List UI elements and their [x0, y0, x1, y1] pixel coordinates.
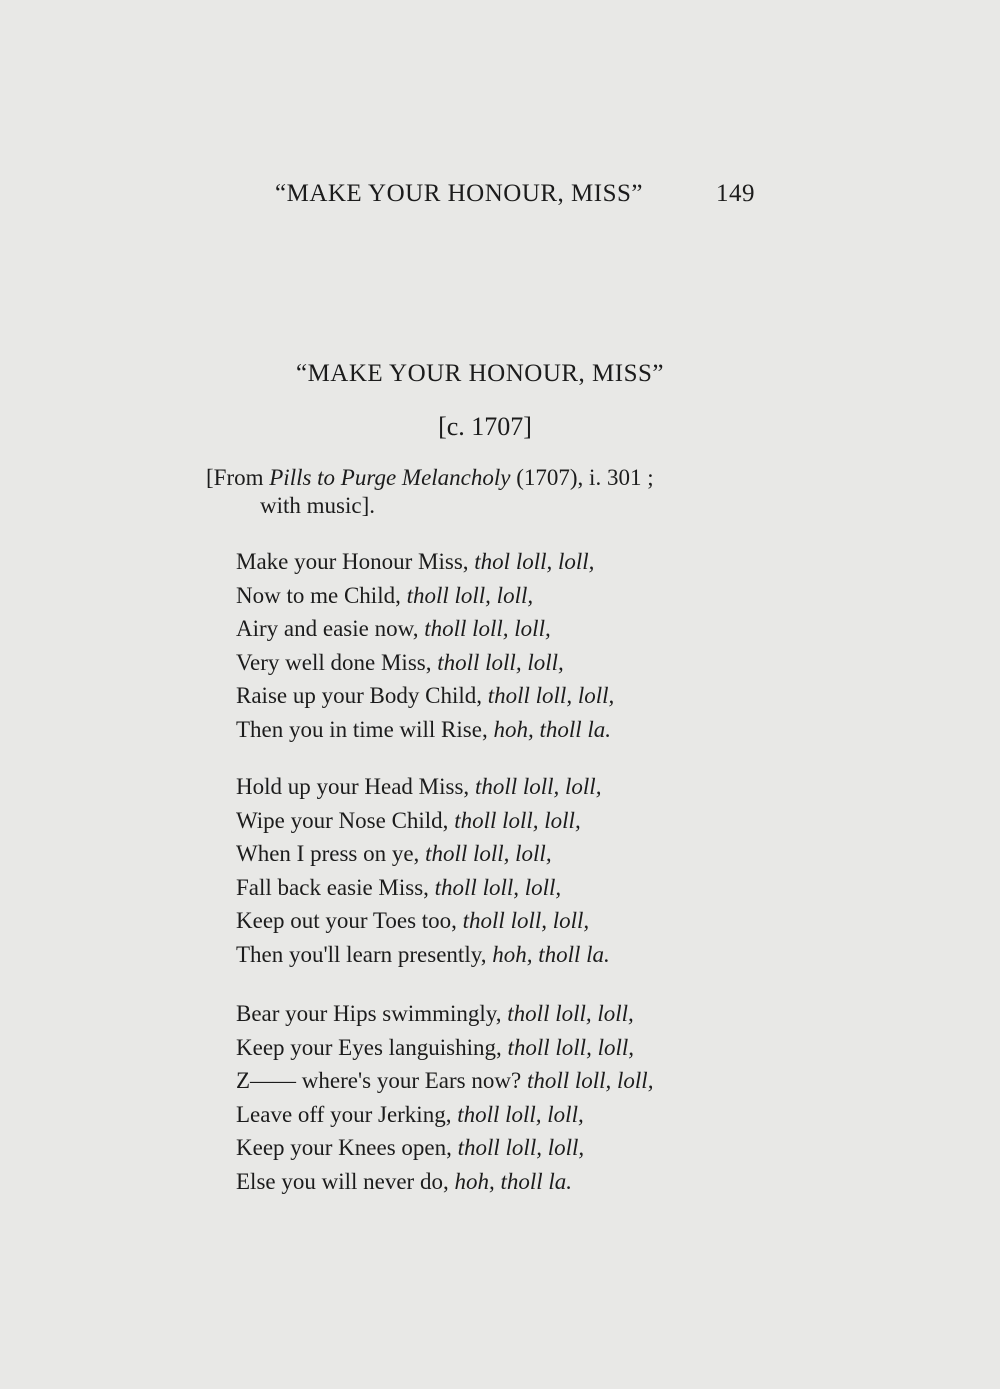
verse-refrain: tholl loll, loll, — [425, 841, 552, 867]
verse-refrain: tholl loll, loll, — [507, 1001, 634, 1026]
verse-line — [236, 804, 796, 838]
verse-text: Now to me Child, — [236, 582, 407, 608]
verse-refrain: tholl loll, loll, — [474, 774, 602, 799]
verse-text: Raise up your Body Child, — [236, 683, 488, 709]
page-number: 149 — [716, 180, 755, 207]
verse-text: Bear your Hips swimmingly, — [236, 1001, 508, 1026]
verse-refrain: hoh, tholl la. — [454, 1168, 573, 1194]
verse-refrain: tholl loll, loll, — [457, 1101, 584, 1127]
verse-line — [236, 938, 796, 972]
verse-refrain: tholl loll, loll, — [526, 1068, 654, 1094]
verse-refrain: hoh, tholl la. — [493, 716, 612, 742]
verse-line — [236, 1098, 796, 1132]
verse-line — [236, 997, 796, 1031]
verse-text: Then you'll learn presently, — [236, 941, 493, 967]
verse-text: When I press on ye, — [236, 841, 426, 867]
source-prefix: [From — [206, 465, 270, 490]
verse-line — [236, 579, 796, 613]
verse-text: Hold up your Head Miss, — [236, 774, 475, 799]
verse-text: Else you will never do, — [236, 1168, 455, 1194]
verse-text: Wipe your Nose Child, — [236, 807, 455, 833]
stanza-1 — [236, 545, 796, 747]
verse-refrain: tholl loll, loll, — [462, 908, 590, 934]
poem-title-text: “MAKE YOUR HONOUR, MISS” — [295, 360, 665, 387]
verse-line — [236, 1031, 796, 1065]
verse-text: Fall back easie Miss, — [236, 874, 435, 900]
verse-refrain: tholl loll, loll, — [454, 807, 581, 833]
verse-text: Keep your Eyes languishing, — [236, 1034, 508, 1060]
verse-refrain: tholl loll, loll, — [457, 1135, 585, 1161]
running-head-title: “MAKE YOUR HONOUR, MISS” — [275, 180, 644, 207]
verse-text: Keep your Knees open, — [236, 1135, 458, 1161]
verse-line — [236, 837, 796, 871]
poem-title — [0, 360, 1000, 388]
verse-text: Make your Honour Miss, — [236, 549, 475, 574]
verse-line — [236, 646, 796, 680]
verse-line — [236, 612, 796, 646]
verse-line — [236, 545, 796, 579]
verse-line — [236, 1165, 796, 1199]
verse-refrain: tholl loll, loll, — [437, 649, 564, 675]
verse-refrain: hoh, tholl la. — [492, 941, 610, 967]
verse-text: Keep out your Toes too, — [236, 908, 463, 934]
verse-line — [236, 1131, 796, 1165]
verse-text: Leave off your Jerking, — [236, 1101, 458, 1127]
source-note-line-2: with music]. — [260, 493, 375, 518]
poem-date-text: [c. 1707] — [438, 412, 532, 441]
source-note-line-1 — [206, 464, 766, 492]
verse-refrain: tholl loll, loll, — [507, 1034, 634, 1060]
source-note — [206, 464, 766, 520]
verse-text: Then you in time will Rise, — [236, 716, 494, 742]
verse-line — [236, 679, 796, 713]
verse-line — [236, 713, 796, 747]
stanza-3 — [236, 997, 796, 1199]
source-work-title: Pills to Purge Melancholy — [269, 465, 511, 490]
verse-text: Very well done Miss, — [236, 649, 438, 675]
verse-refrain: tholl loll, loll, — [406, 582, 534, 608]
verse-text: Airy and easie now, — [236, 616, 425, 642]
verse-line — [236, 1064, 796, 1098]
poem-date — [0, 412, 1000, 442]
stanza-2 — [236, 770, 796, 972]
verse-refrain: thol loll, loll, — [474, 549, 595, 574]
verse-line — [236, 871, 796, 905]
source-suffix: (1707), i. 301 ; — [510, 465, 654, 490]
verse-text: Z—— where's your Ears now? — [236, 1068, 527, 1094]
verse-line — [236, 770, 796, 804]
verse-refrain: tholl loll, loll, — [434, 874, 562, 900]
verse-refrain: tholl loll, loll, — [487, 683, 615, 709]
verse-refrain: tholl loll, loll, — [424, 616, 551, 642]
verse-line — [236, 904, 796, 938]
